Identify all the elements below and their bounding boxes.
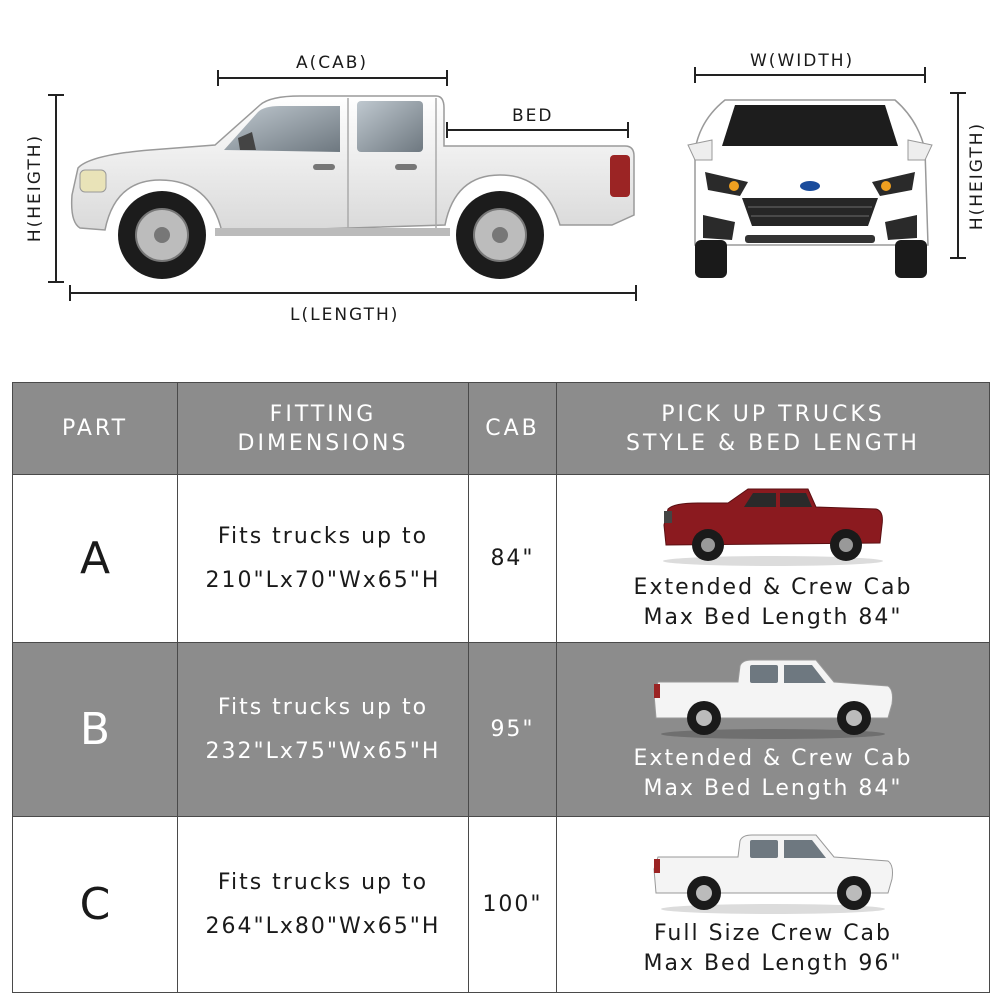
truck-style-line2: Max Bed Length 84"	[643, 775, 903, 801]
white-pickup-truck-icon	[648, 831, 898, 915]
width-dimension-label: W(WIDTH)	[750, 51, 855, 71]
cab-length: 100"	[469, 817, 557, 993]
table-row	[13, 643, 990, 817]
truck-style-line1: Extended & Crew Cab	[633, 574, 913, 600]
table-row	[13, 475, 990, 643]
part-label: A	[13, 475, 178, 643]
header-fitting-dimensions: FITTING DIMENSIONS	[178, 383, 469, 475]
front-height-dimension-label: H(HEIGTH)	[967, 121, 987, 231]
cab-length: 84"	[469, 475, 557, 643]
header-part: PART	[13, 383, 178, 475]
fitting-dimensions: Fits trucks up to 232"Lx75"Wx65"H	[178, 643, 469, 817]
table-row	[13, 817, 990, 993]
header-cab: CAB	[469, 383, 557, 475]
bed-dimension-label: BED	[512, 106, 554, 126]
truck-style-line1: Full Size Crew Cab	[653, 920, 893, 946]
cab-dimension-label: A(CAB)	[296, 53, 369, 73]
fitting-dimensions: Fits trucks up to 210"Lx70"Wx65"H	[178, 475, 469, 643]
part-label: C	[13, 817, 178, 993]
truck-style	[557, 817, 990, 993]
length-dimension-label: L(LENGTH)	[290, 305, 400, 325]
side-height-dimension-label: H(HEIGTH)	[25, 133, 45, 243]
white-pickup-truck-icon	[648, 656, 898, 740]
truck-style	[557, 475, 990, 643]
red-pickup-truck-icon	[658, 485, 888, 567]
fitting-dimensions: Fits trucks up to 264"Lx80"Wx65"H	[178, 817, 469, 993]
truck-style	[557, 643, 990, 817]
truck-style-line1: Extended & Crew Cab	[633, 745, 913, 771]
table-header-row	[13, 383, 990, 475]
size-chart-table	[12, 382, 990, 993]
truck-style-line2: Max Bed Length 84"	[643, 604, 903, 630]
dimension-diagram	[0, 0, 1001, 370]
part-label: B	[13, 643, 178, 817]
cab-length: 95"	[469, 643, 557, 817]
header-style-bed-length: PICK UP TRUCKS STYLE & BED LENGTH	[557, 383, 990, 475]
truck-style-line2: Max Bed Length 96"	[643, 950, 903, 976]
